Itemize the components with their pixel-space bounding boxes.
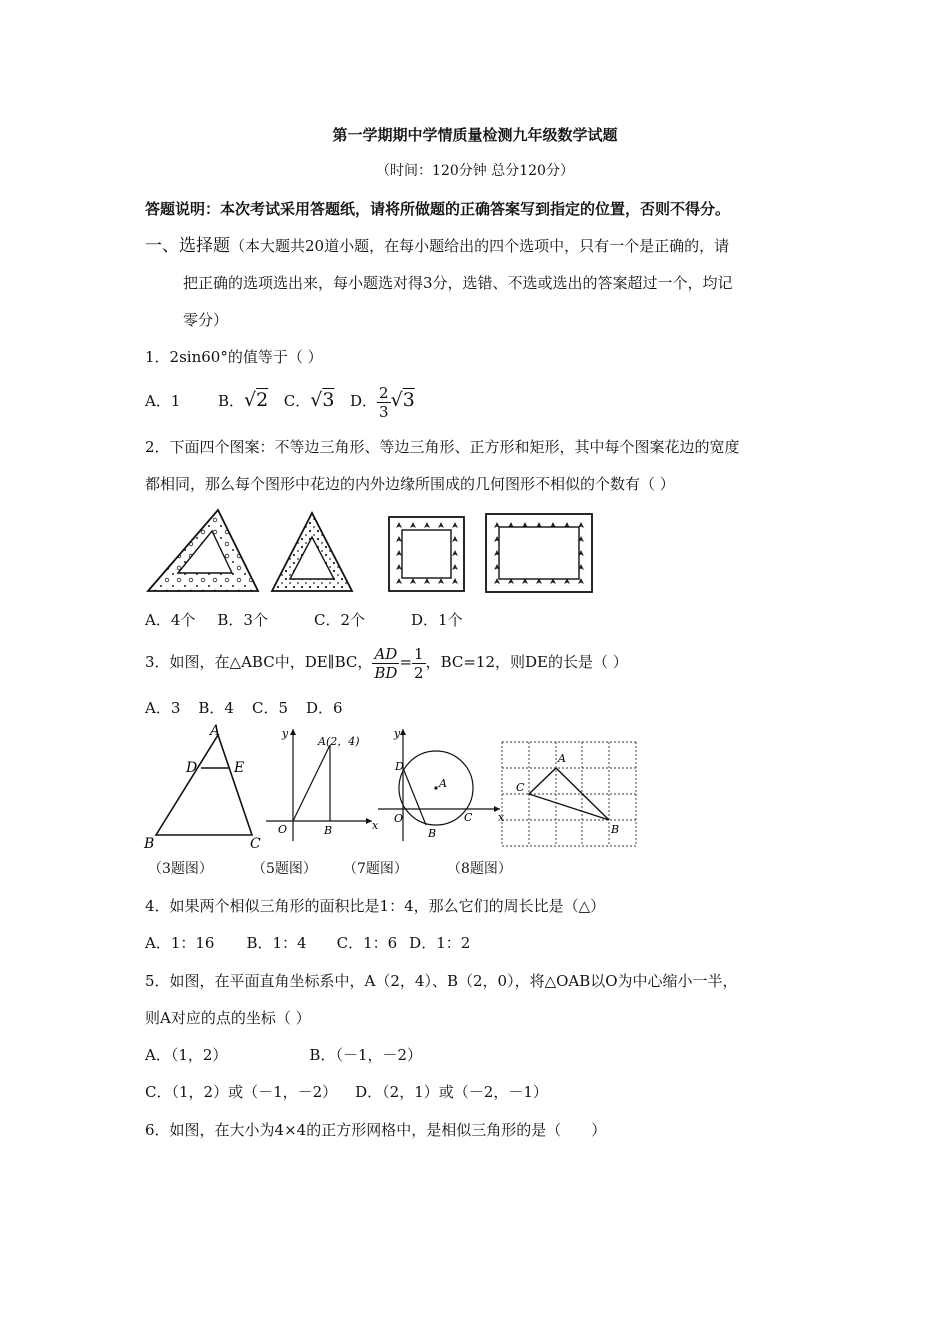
section1-intro-line1 [145,236,729,256]
section1-desc-1: （本大题共20道小题，在每小题给出的四个选项中，只有一个是正确的，请 [230,237,730,255]
fig7-label-o: O [394,812,404,825]
q5-stem-1: 5．如图，在平面直角坐标系中，A（2，4）、B（2，0），将△OAB以O为中心缩小一半， [145,972,738,990]
q2-figures [140,505,610,600]
q4-option-c: C．1：6 [336,934,398,952]
figure-3-triangle [142,722,267,852]
fig7-label-y: y [394,727,401,740]
fig5-label-o: O [278,823,288,836]
q2-option-d: D．1个 [411,611,463,629]
fig5-label-x: x [372,819,379,832]
q1-option-b-prefix: B． [217,392,244,410]
q5-options-ab [145,1045,422,1065]
q5-option-b: B．（－1，－2） [309,1046,423,1064]
q2-stem-1: 2．下面四个图案：不等边三角形、等边三角形、正方形和矩形，其中每个图案花边的宽度 [145,438,740,456]
q1-option-d-fraction: $\frac{2}{3}$ [379,383,389,421]
fig5-label-b: B [324,824,333,837]
q2-stem-2: 都相同，那么每个图形中花边的内外边缘所围成的几何图形不相似的个数有（ ） [145,475,675,493]
q5-options-cd [145,1082,548,1102]
fig7-label-b: B [428,827,437,840]
q3-option-a: A．3 [145,699,181,717]
fig8-label-c: C [516,781,525,794]
q3-option-b: B．4 [198,699,234,717]
q3-equals: = [399,653,413,671]
q3-options [145,698,343,718]
q4-options [145,933,470,953]
fig3-label-b: B [144,836,155,852]
q4-option-a: A．1：16 [145,934,215,952]
q6-stem: 6．如图，在大小为4×4的正方形网格中，是相似三角形的是（ ） [145,1121,607,1139]
q2-option-c: C．2个 [313,611,365,629]
figure-8-grid [500,740,640,850]
square-frame-figure [389,517,464,591]
q1-option-d-prefix: D． [350,392,378,410]
q4-stem: 4．如果两个相似三角形的面积比是1：4，那么它们的周长比是（△） [145,897,606,915]
equilateral-triangle-figure [272,513,352,591]
fig3-label-a: A [210,723,221,739]
fig7-label-d: D [395,760,404,773]
fig3-label-d: D [186,760,198,776]
rectangle-frame-figure [486,514,592,592]
answer-notice: 答题说明：本次考试采用答题纸，请将所做题的正确答案写到指定的位置，否则不得分。 [145,200,731,218]
q1-option-c-sqrt: √3 [310,389,335,411]
fig7-label-a: A [439,777,447,790]
fig5-caption: （5题图） [252,861,317,877]
q3-option-d: D．6 [306,699,343,717]
q3-stem-pre: 3．如图，在△ABC中，DE∥BC， [145,653,373,671]
q2-option-b: B．3个 [217,611,268,629]
q2-options [145,610,463,630]
q4-option-d: D．1：2 [409,934,471,952]
fig7-label-c: C [464,811,473,824]
fig8-label-b: B [611,823,620,836]
fig3-label-e: E [234,760,245,776]
q1-options [145,382,415,422]
fig3-caption: （3题图） [148,861,213,877]
q1-option-d-sqrt: √3 [390,389,415,411]
fig7-caption: （7题图） [343,861,408,877]
q3-stem-post: ，BC=12，则DE的长是（ ） [425,653,628,671]
exam-subtitle: （时间：120分钟 总分120分） [376,163,574,179]
q4-option-b: B．1：4 [246,934,307,952]
q3-stem [145,641,628,691]
fig8-label-a: A [558,752,566,765]
q5-option-c: C．（1，2）或（－1，－2） [145,1083,338,1101]
figure-5-coordinate [262,725,382,845]
fig3-label-c: C [250,836,261,852]
fig5-label-a: A(2，4) [318,735,360,748]
scalene-triangle-figure [148,510,258,591]
fig5-label-y: y [282,727,289,740]
section1-heading: 一、选择题 [145,236,230,256]
q1-option-c-prefix: C． [283,392,311,410]
q1-option-b-sqrt: √2 [243,389,269,411]
q5-option-a: A．（1，2） [145,1046,228,1064]
fig8-caption: （8题图） [447,861,512,877]
q5-option-d: D．（2，1）或（－2，－1） [355,1083,548,1101]
q1-option-a: A．1 [145,392,181,410]
q3-option-c: C．5 [251,699,288,717]
q2-option-a: A．4个 [145,611,196,629]
figure-7-circle [376,725,506,845]
fig7-label-x: x [498,811,505,824]
section1-desc-2: 把正确的选项选出来，每小题选对得3分，选错、不选或选出的答案超过一个，均记 [183,274,733,292]
q1-stem: 1．2sin60°的值等于（ ） [145,348,323,366]
exam-title: 第一学期期中学情质量检测九年级数学试题 [332,126,618,144]
q3-fraction-ad-bd: $\frac{AD}{BD}$ [374,644,398,682]
section1-desc-3: 零分） [183,311,229,329]
q5-stem-2: 则A对应的点的坐标（ ） [145,1009,311,1027]
q3-fraction-half: $\frac{1}{2}$ [414,644,424,682]
